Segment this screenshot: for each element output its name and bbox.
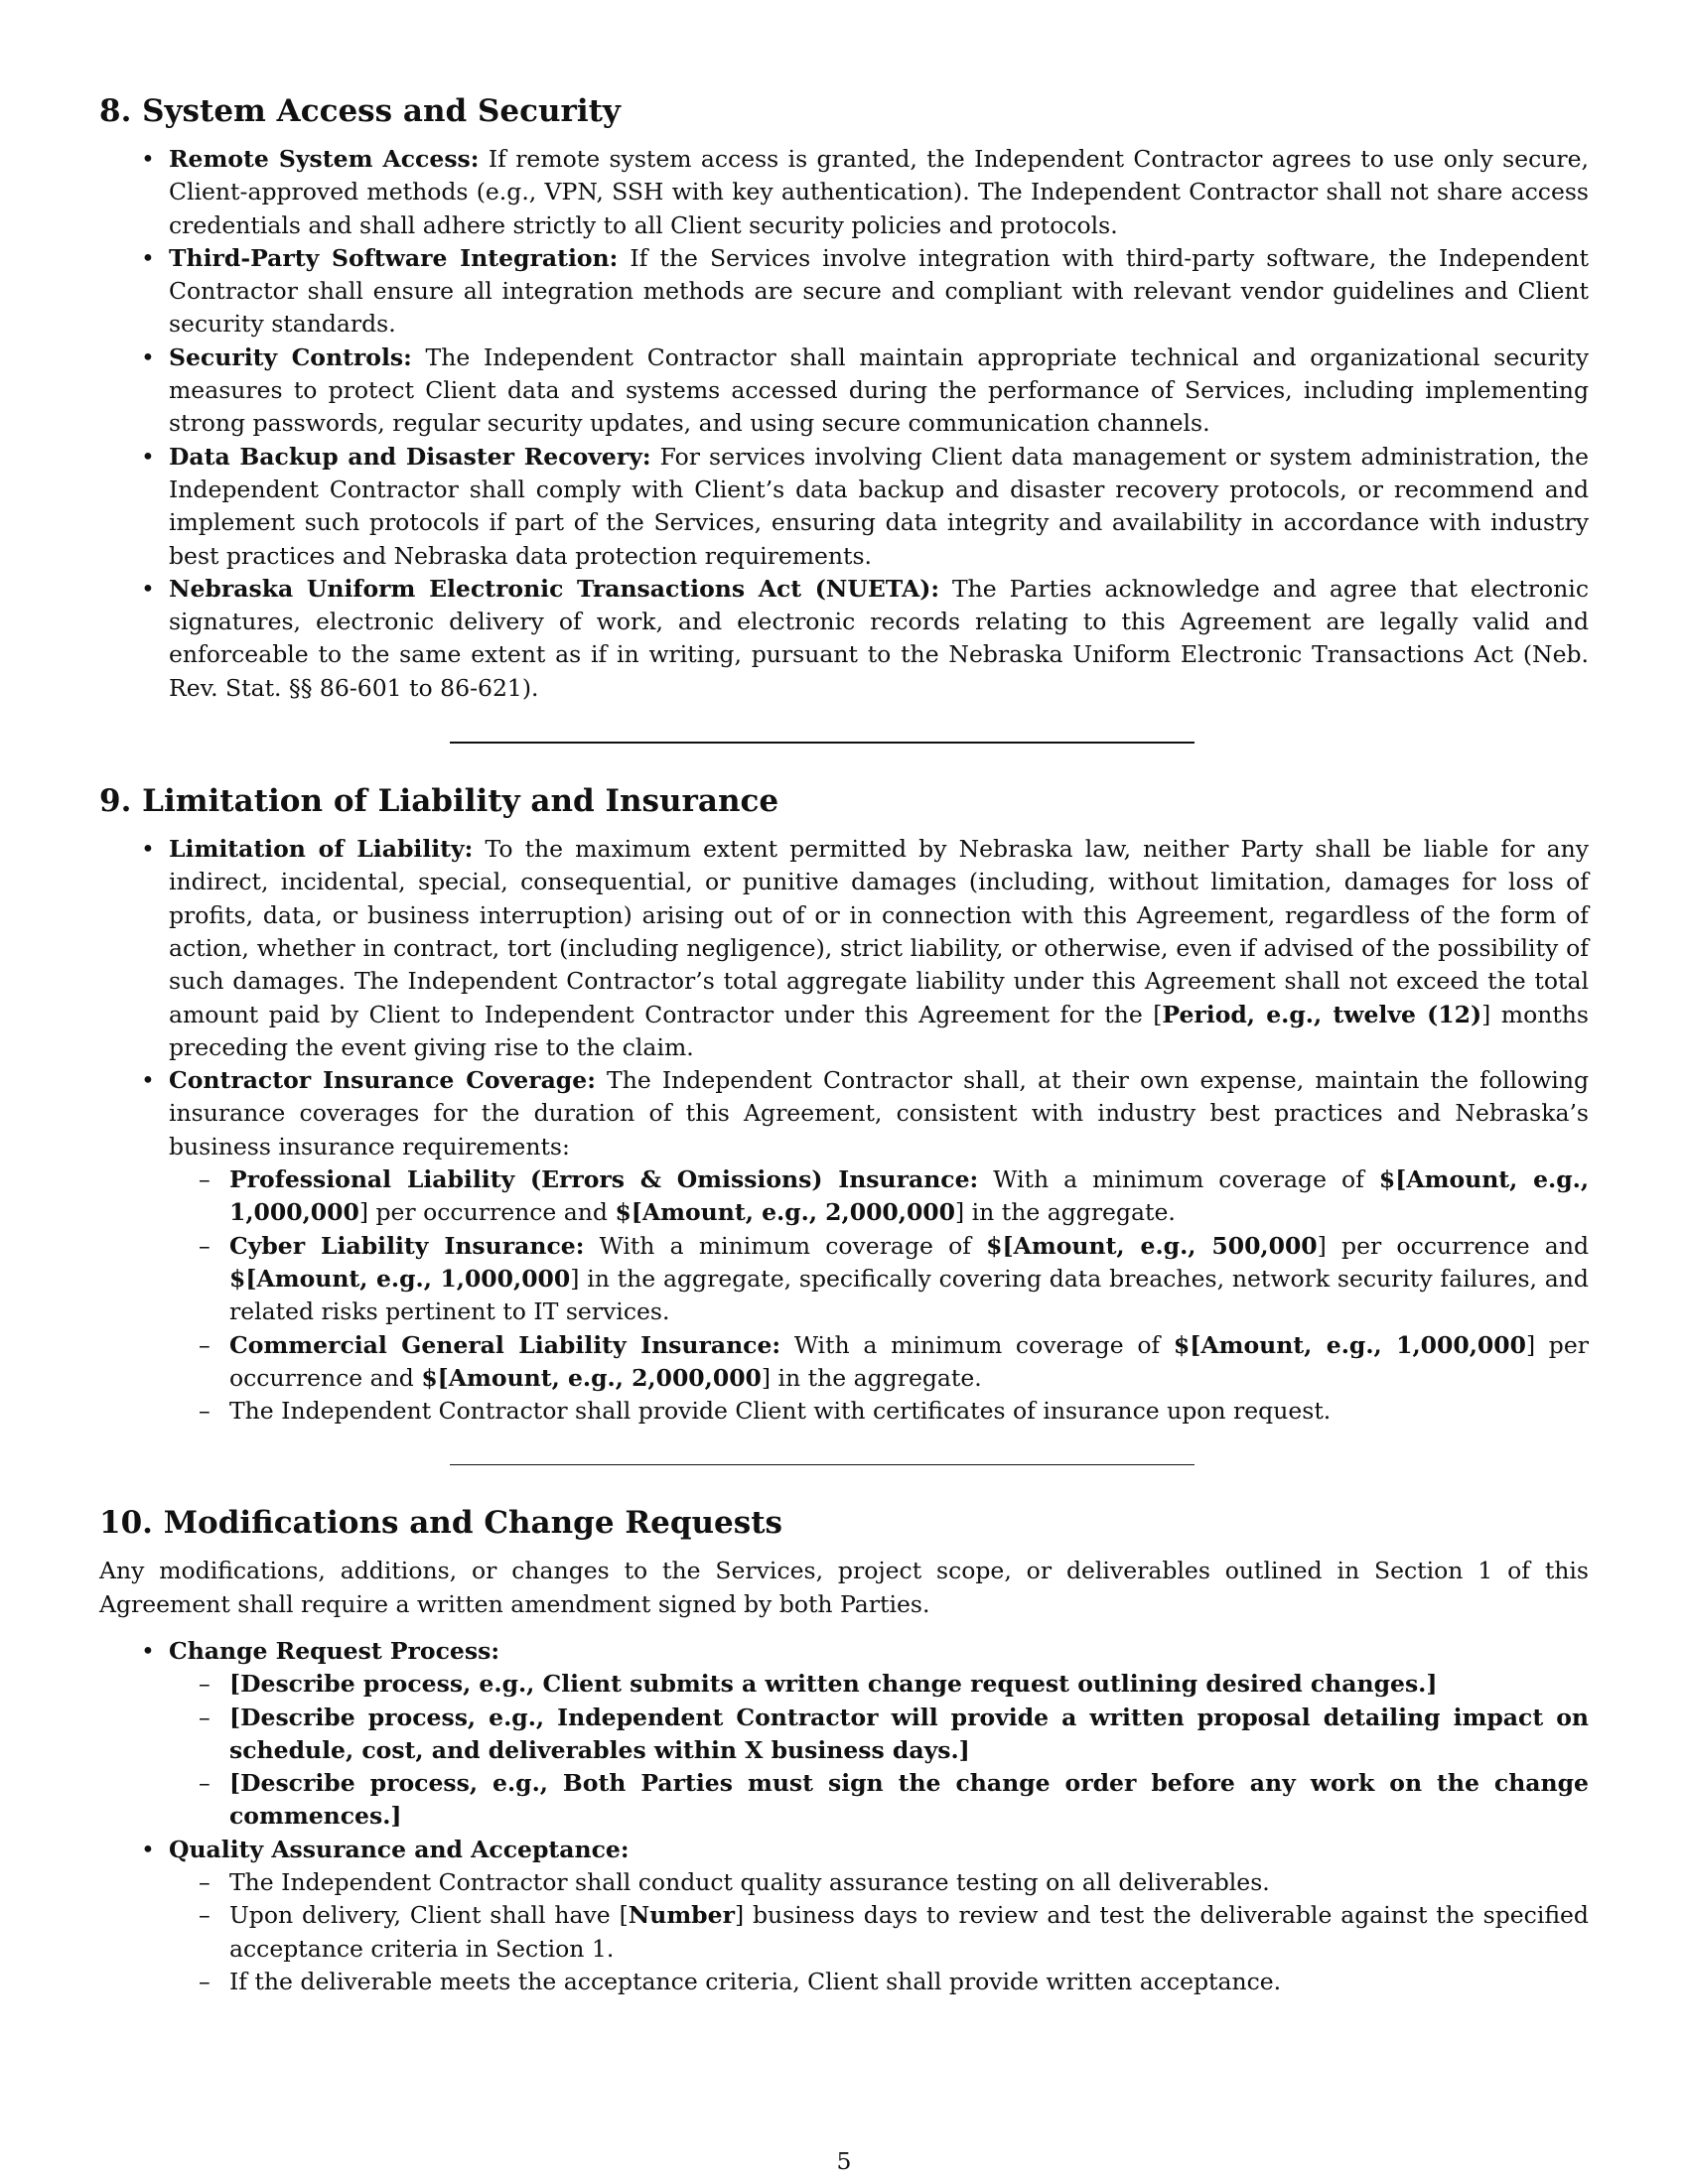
placeholder-amount: $[Amount, e.g., 2,000,000 [421, 1363, 762, 1392]
sublist-item-general [229, 1329, 1589, 1396]
item-text: The Independent Contractor shall maintain appropriate technical and organizational security measures to protect Client data and systems accessed during the performance of Services, including implementing strong passwords, regular security updates, and using secure communication channels. [169, 342, 1589, 438]
item-term: Remote System Access: [169, 145, 480, 173]
sub-text: With a minimum coverage of [584, 1231, 987, 1260]
list-item [169, 341, 1589, 441]
placeholder-step: [Describe process, e.g., Both Parties must sign the change order before any work on the change commences.] [229, 1769, 1589, 1831]
qa-sublist [169, 1866, 1589, 1998]
sub-term: Commercial General Liability Insurance: [229, 1330, 781, 1359]
sublist-item-cyber [229, 1230, 1589, 1329]
item-text: To the maximum extent permitted by Nebraska law, neither Party shall be liable for any indirect, incidental, special, consequential, or punitive damages (including, without limitation, damages for loss of profits, data, or business interruption) arising out of or in connection with this Agreement, regardless of the form of action, whether in contract, tort (including negligence), strict liability, or otherwise, even if advised of the possibility of such damages. The Independent Contractor’s total aggregate liability under this Agreement shall not exceed the total amount paid by Client to Independent Contractor under this Agreement for the [ [169, 835, 1589, 1028]
change-process-sublist [169, 1668, 1589, 1833]
sub-text: With a minimum coverage of [780, 1330, 1174, 1359]
section-9-list [99, 833, 1589, 1428]
qa-text: Upon delivery, Client shall have [ [229, 1901, 629, 1930]
section-divider [450, 742, 1195, 744]
sub-text: ] per occurrence and [229, 1330, 1589, 1392]
list-item-qa [169, 1834, 1589, 1998]
sub-text: ] per occurrence and [1317, 1231, 1589, 1260]
sub-text: With a minimum coverage of [978, 1165, 1379, 1194]
placeholder-amount: $[Amount, e.g., 1,000,000 [229, 1165, 1589, 1227]
section-9 [99, 781, 1589, 1428]
insurance-sublist [169, 1163, 1589, 1428]
list-item-change-process [169, 1635, 1589, 1834]
qa-text: ] business days to review and test the deliverable against the specified acceptance criteria in Section 1. [229, 1901, 1589, 1963]
sublist-item-professional [229, 1163, 1589, 1230]
page-number: 5 [836, 2147, 852, 2175]
placeholder-amount: $[Amount, e.g., 2,000,000 [615, 1198, 956, 1227]
section-8-list [99, 143, 1589, 705]
placeholder-step: [Describe process, e.g., Client submits a written change request outlining desired changes.] [229, 1670, 1438, 1699]
item-text: For services involving Client data management or system administration, the Independent Contractor shall comply with Client’s data backup and disaster recovery protocols, or recommend and implement such protocols if part of the Services, ensuring data integrity and availability in accordance with industry best practices and Nebraska data protection requirements. [169, 442, 1590, 570]
sub-term: Professional Liability (Errors & Omissions) Insurance: [229, 1165, 979, 1194]
list-item-insurance [169, 1064, 1589, 1428]
sub-text: ] in the aggregate. [761, 1363, 982, 1392]
list-item [169, 242, 1589, 341]
change-step [229, 1767, 1589, 1834]
placeholder-period: Period, e.g., twelve (12) [1162, 1000, 1482, 1028]
item-term: Change Request Process: [169, 1636, 500, 1665]
sublist-item-certificates: – The Independent Contractor shall provide Client with certificates of insurance upon request. [229, 1395, 1589, 1428]
sub-term: Cyber Liability Insurance: [229, 1231, 585, 1260]
item-text: If remote system access is granted, the Independent Contractor agrees to use only secure, Client-approved methods (e.g., VPN, SSH with key authentication). The Independent Contractor shall not share access credentials and shall adhere strictly to all Client security policies and protocols. [169, 145, 1590, 239]
item-term: Third-Party Software Integration: [169, 243, 619, 272]
item-text: The Parties acknowledge and agree that electronic signatures, electronic delivery of work, and electronic records relating to this Agreement are legally valid and enforceable to the same extent as if in writing, pursuant to the Nebraska Uniform Electronic Transactions Act (Neb. Rev. Stat. §§ 86-601 to 86-621). [169, 574, 1589, 702]
placeholder-amount: $[Amount, e.g., 500,000 [986, 1231, 1318, 1260]
list-item [169, 143, 1589, 242]
placeholder-number: Number [628, 1901, 735, 1930]
section-divider [450, 1464, 1195, 1465]
qa-item [229, 1899, 1589, 1966]
item-term: Contractor Insurance Coverage: [169, 1066, 596, 1095]
sub-text: ] in the aggregate, specifically covering data breaches, network security failures, and related risks pertinent to IT services. [229, 1264, 1589, 1326]
change-step [229, 1668, 1589, 1701]
item-term: Data Backup and Disaster Recovery: [169, 442, 651, 471]
placeholder-amount: $[Amount, e.g., 1,000,000 [229, 1264, 571, 1293]
qa-item: – The Independent Contractor shall conduct quality assurance testing on all deliverables. [229, 1866, 1589, 1899]
section-10-list [99, 1635, 1589, 1998]
section-10-intro: Any modifications, additions, or changes to the Services, project scope, or deliverables outlined in Section 1 of this Agreement shall require a written amendment signed by both Parties. [99, 1557, 1589, 1618]
section-8-heading: 8. System Access and Security [99, 93, 621, 129]
section-10-heading: 10. Modifications and Change Requests [99, 1505, 782, 1542]
list-item [169, 573, 1589, 705]
section-8 [99, 91, 1589, 705]
qa-item: – If the deliverable meets the acceptance criteria, Client shall provide written acceptance. [229, 1966, 1589, 1998]
section-10 [99, 1503, 1589, 1998]
list-item [169, 441, 1589, 573]
item-text: ] months preceding the event giving rise to the claim. [169, 1000, 1589, 1061]
list-item-liability [169, 833, 1589, 1064]
item-text: If the Services involve integration with third-party software, the Independent Contractor shall ensure all integration methods are secure and compliant with relevant vendor guidelines and Client security standards. [169, 243, 1589, 339]
sub-text: ] per occurrence and [358, 1198, 616, 1227]
change-step [229, 1702, 1589, 1768]
item-term: Security Controls: [169, 342, 412, 371]
document-page [99, 91, 1589, 1998]
placeholder-amount: $[Amount, e.g., 1,000,000 [1173, 1330, 1526, 1359]
item-term: Quality Assurance and Acceptance: [169, 1835, 630, 1863]
item-term: Nebraska Uniform Electronic Transactions Act (NUETA): [169, 574, 940, 603]
sub-text: ] in the aggregate. [955, 1198, 1176, 1227]
item-text: The Independent Contractor shall, at their own expense, maintain the following insurance coverages for the duration of this Agreement, consistent with industry best practices and Nebraska’s business insurance requirements: [169, 1066, 1590, 1160]
section-9-heading: 9. Limitation of Liability and Insurance [99, 783, 779, 820]
item-term: Limitation of Liability: [169, 835, 474, 864]
placeholder-step: [Describe process, e.g., Independent Contractor will provide a written proposal detailing impact on schedule, cost, and deliverables within X business days.] [229, 1703, 1589, 1764]
